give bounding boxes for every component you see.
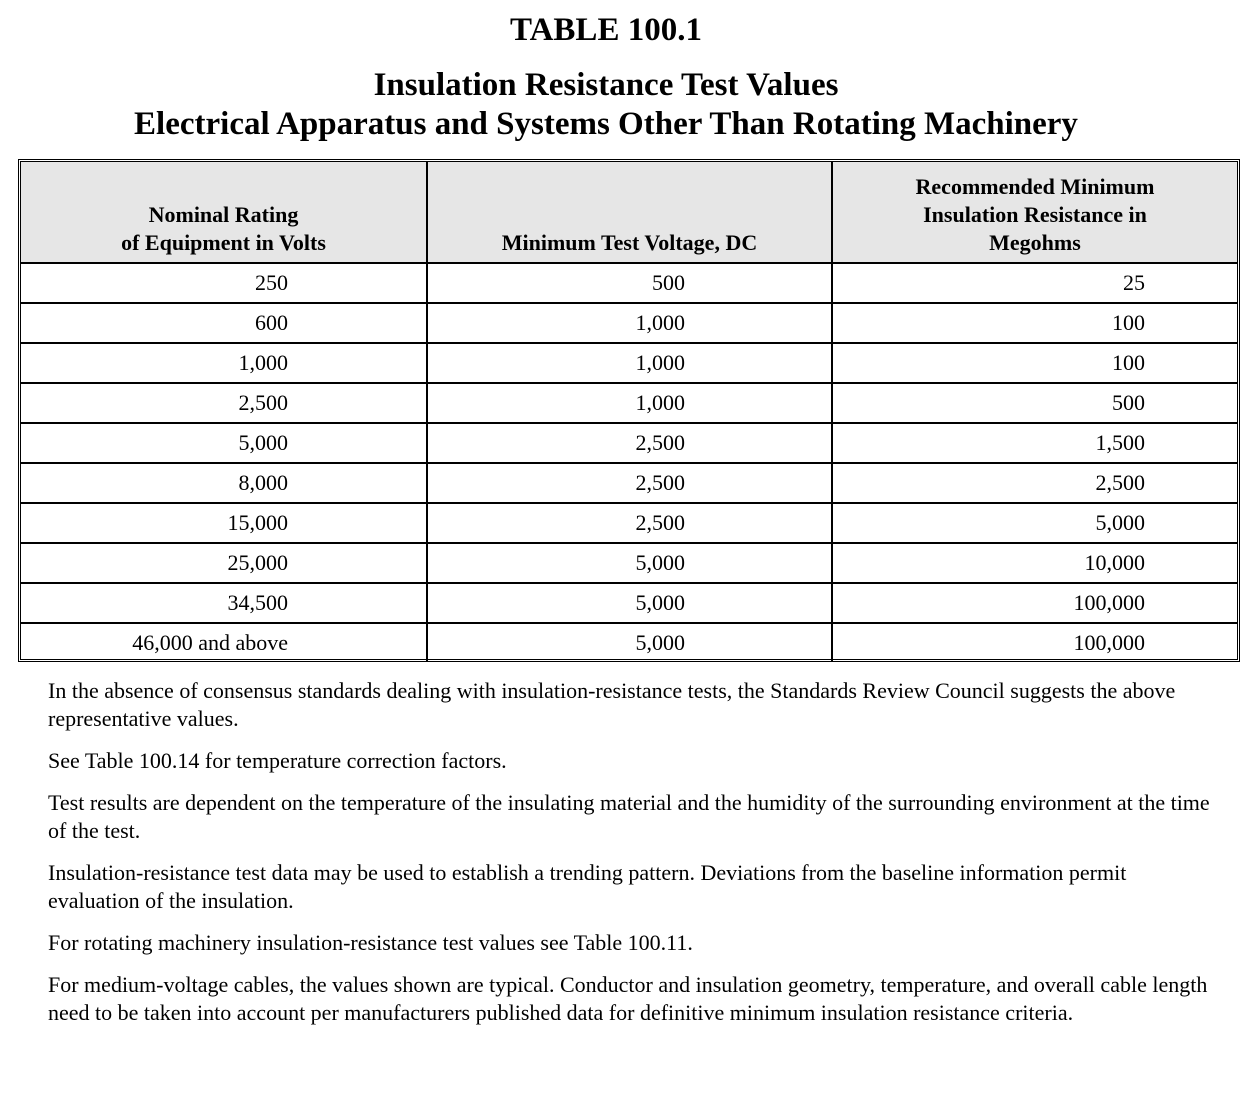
table-row xyxy=(21,303,1237,343)
table-row xyxy=(21,583,1237,623)
table-body xyxy=(21,263,1237,662)
table-header-row xyxy=(21,162,1237,263)
header-min-test-voltage: Minimum Test Voltage, DC xyxy=(427,162,832,263)
test-voltage-cell: 5,000 xyxy=(427,583,832,623)
table-title: TABLE 100.1 xyxy=(510,12,702,48)
resistance-cell: 2,500 xyxy=(832,463,1237,503)
test-voltage-cell: 2,500 xyxy=(427,463,832,503)
test-voltage-cell: 1,000 xyxy=(427,383,832,423)
table-row xyxy=(21,423,1237,463)
test-values-table xyxy=(21,162,1237,662)
test-voltage-cell: 2,500 xyxy=(427,423,832,463)
resistance-cell: 1,500 xyxy=(832,423,1237,463)
note-paragraph: For medium-voltage cables, the values shown are typical. Conductor and insulation geometry, temperature, and overall cable length need to be taken into account per manufacturers published data for definitive minimum insulation resistance criteria. xyxy=(48,972,1208,1025)
nominal-rating-cell: 46,000 and above xyxy=(21,623,427,662)
test-voltage-cell: 5,000 xyxy=(427,543,832,583)
nominal-rating-cell: 2,500 xyxy=(21,383,427,423)
table-subtitle-line-1: Insulation Resistance Test Values xyxy=(373,67,839,103)
table-row xyxy=(21,623,1237,662)
test-values-table-frame xyxy=(18,159,1240,662)
table-row xyxy=(21,383,1237,423)
resistance-cell: 100 xyxy=(832,303,1237,343)
note-paragraph: For rotating machinery insulation-resistance test values see Table 100.11. xyxy=(48,930,693,955)
test-voltage-cell: 5,000 xyxy=(427,623,832,662)
note-paragraph: Test results are dependent on the temperature of the insulating material and the humidity of the surrounding environment at the time of the test. xyxy=(48,790,1210,843)
resistance-cell: 10,000 xyxy=(832,543,1237,583)
table-row xyxy=(21,543,1237,583)
header-nominal-rating: Nominal Rating of Equipment in Volts xyxy=(21,162,427,263)
table-subtitle-line-2: Electrical Apparatus and Systems Other Than Rotating Machinery xyxy=(134,106,1078,142)
header-min-insulation-resistance: Recommended Minimum Insulation Resistance in Megohms xyxy=(832,162,1237,263)
resistance-cell: 100 xyxy=(832,343,1237,383)
test-voltage-cell: 1,000 xyxy=(427,303,832,343)
resistance-cell: 100,000 xyxy=(832,623,1237,662)
resistance-cell: 25 xyxy=(832,263,1237,303)
nominal-rating-cell: 250 xyxy=(21,263,427,303)
table-row xyxy=(21,463,1237,503)
nominal-rating-cell: 1,000 xyxy=(21,343,427,383)
nominal-rating-cell: 15,000 xyxy=(21,503,427,543)
nominal-rating-cell: 600 xyxy=(21,303,427,343)
nominal-rating-cell: 25,000 xyxy=(21,543,427,583)
test-voltage-cell: 2,500 xyxy=(427,503,832,543)
test-voltage-cell: 1,000 xyxy=(427,343,832,383)
nominal-rating-cell: 5,000 xyxy=(21,423,427,463)
resistance-cell: 100,000 xyxy=(832,583,1237,623)
note-paragraph: In the absence of consensus standards dealing with insulation-resistance tests, the Standards Review Council suggests the above representative values. xyxy=(48,678,1176,731)
table-notes xyxy=(48,677,1218,1041)
table-row xyxy=(21,503,1237,543)
nominal-rating-cell: 8,000 xyxy=(21,463,427,503)
test-voltage-cell: 500 xyxy=(427,263,832,303)
note-paragraph: See Table 100.14 for temperature correction factors. xyxy=(48,748,507,773)
nominal-rating-cell: 34,500 xyxy=(21,583,427,623)
resistance-cell: 500 xyxy=(832,383,1237,423)
note-paragraph: Insulation-resistance test data may be used to establish a trending pattern. Deviations from the baseline information permit evaluation of the insulation. xyxy=(48,860,1127,913)
resistance-cell: 5,000 xyxy=(832,503,1237,543)
table-row xyxy=(21,343,1237,383)
table-row xyxy=(21,263,1237,303)
